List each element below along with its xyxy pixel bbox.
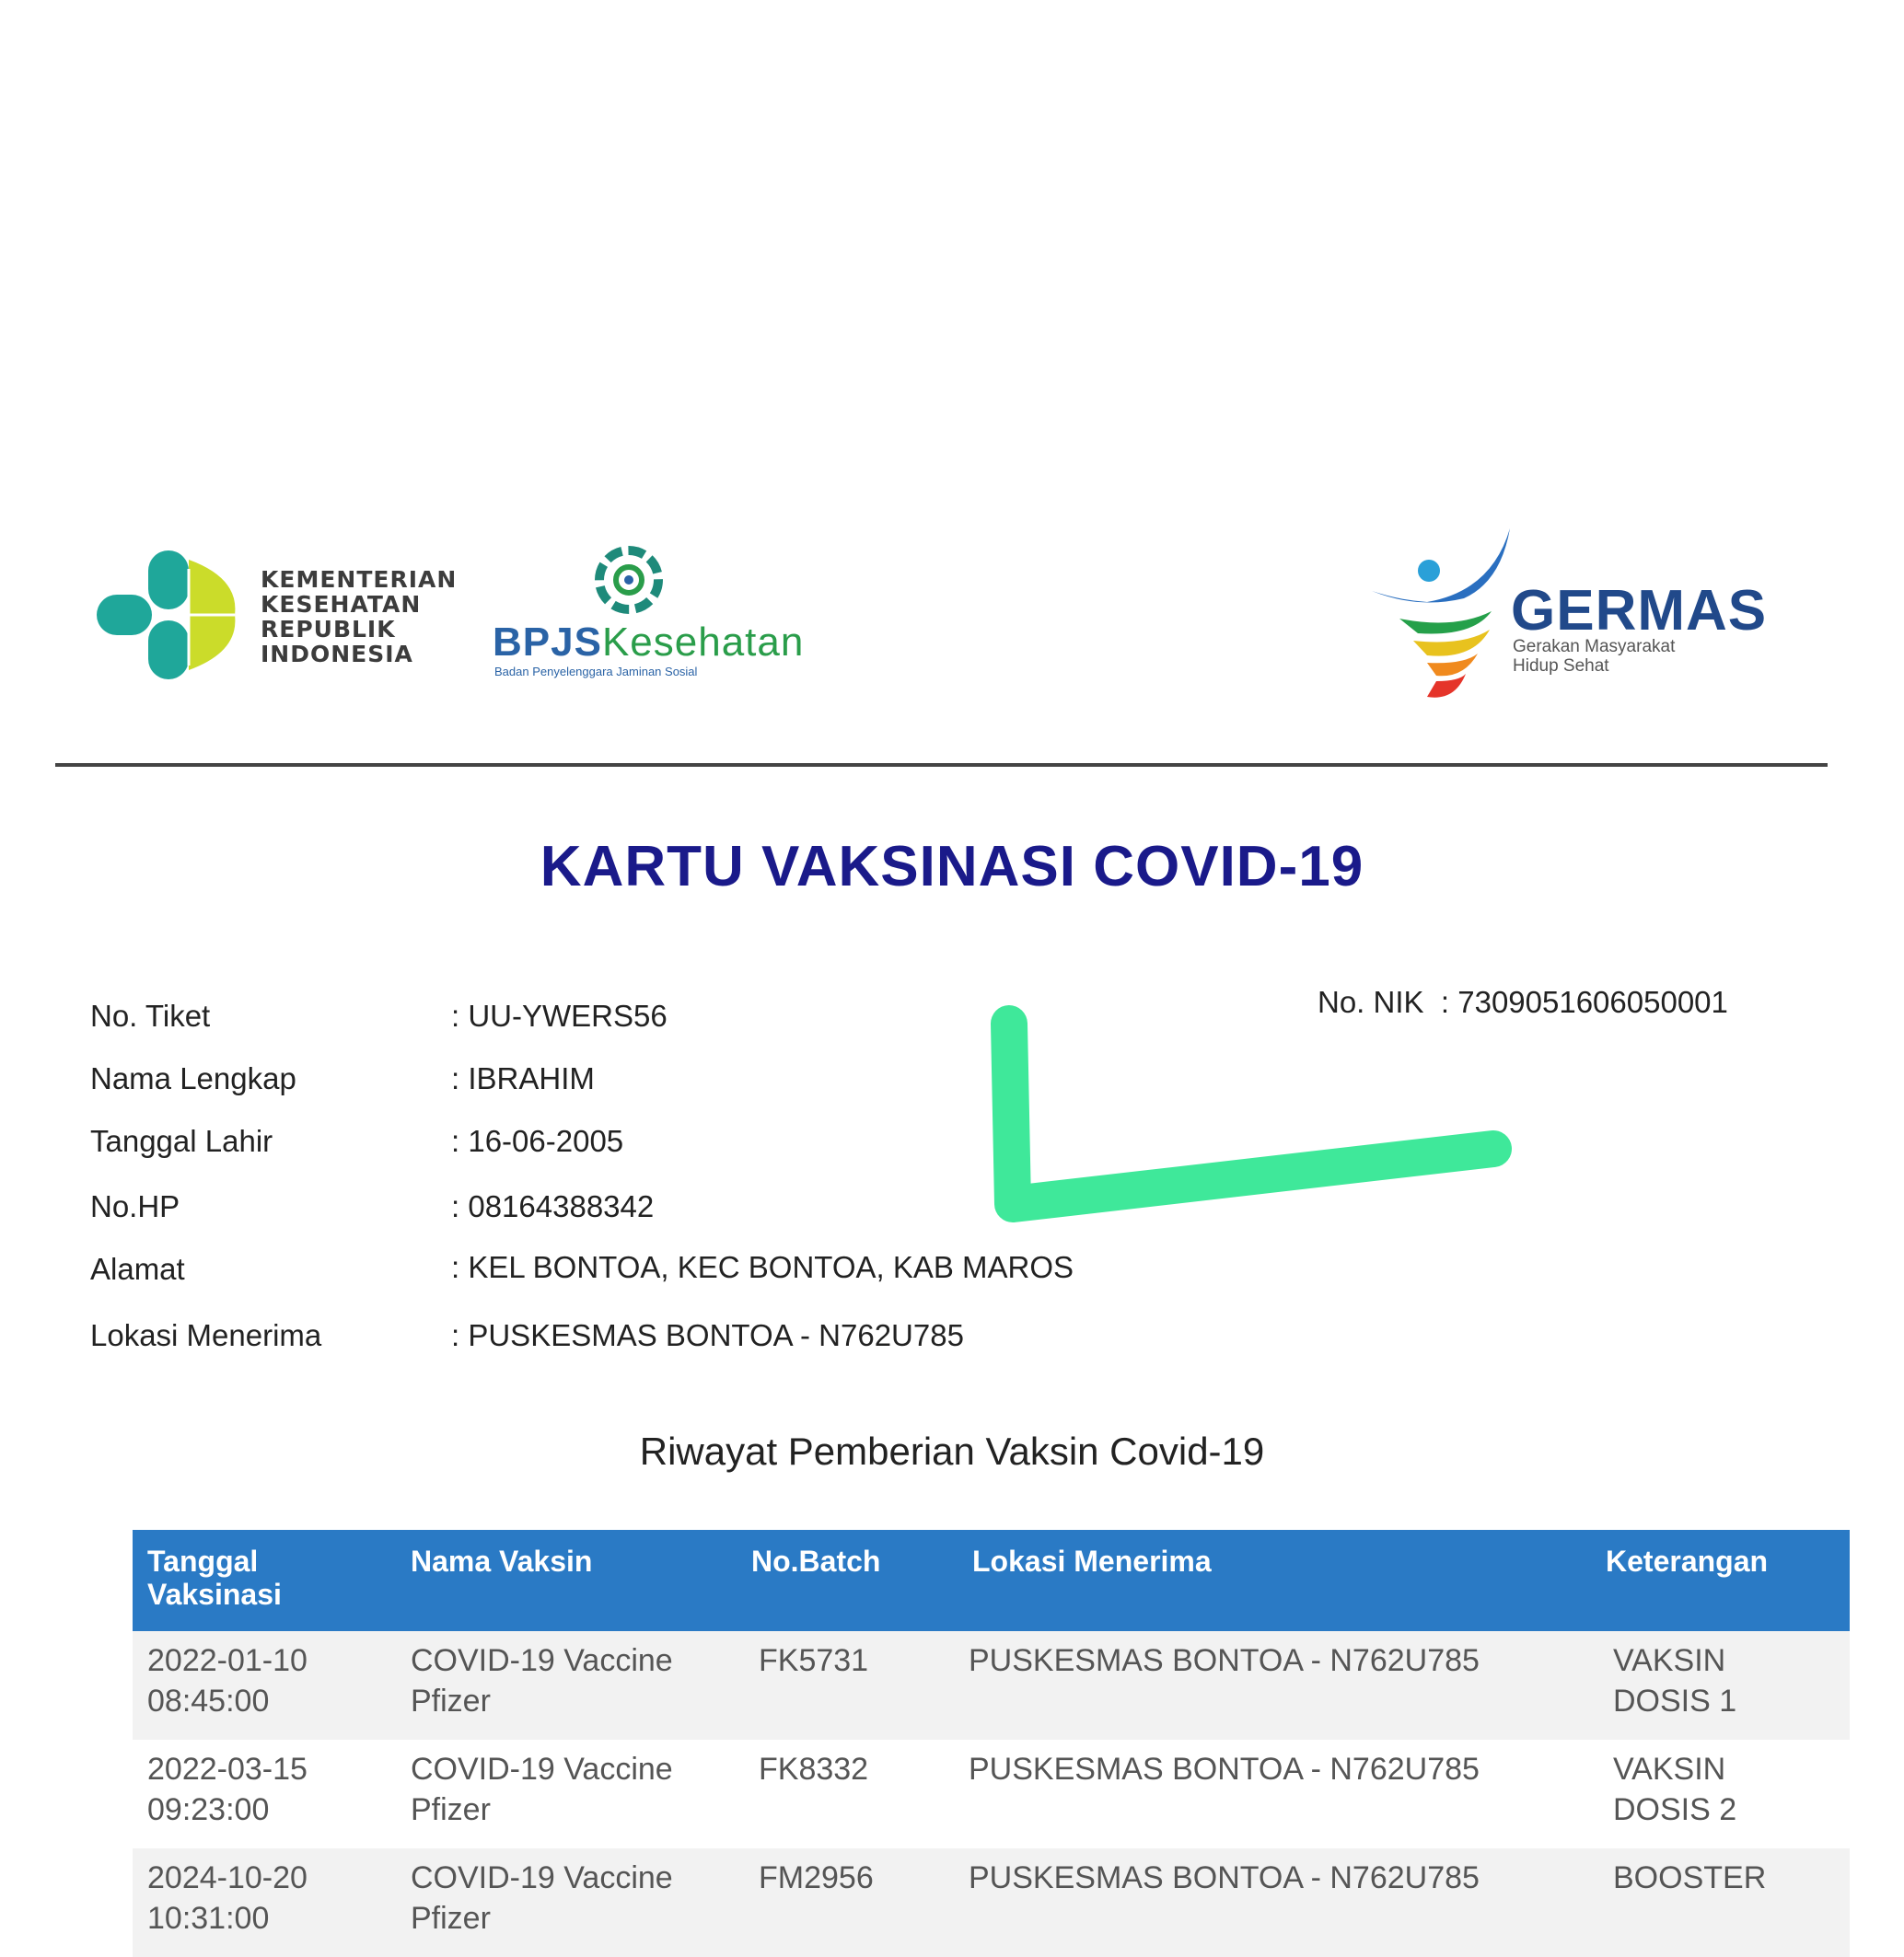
cell-lokasi: PUSKESMAS BONTOA - N762U785: [969, 1643, 1480, 1678]
lokasi-label: Lokasi Menerima: [90, 1318, 322, 1352]
vaccination-table: [133, 1530, 1850, 1957]
no-tiket-label: No. Tiket: [90, 999, 211, 1033]
cell-no-batch: FM2956: [759, 1860, 874, 1895]
hp-label: No.HP: [90, 1189, 180, 1223]
header-lokasi: Lokasi Menerima: [972, 1545, 1212, 1578]
cell-nama-vaksin: COVID-19 Vaccine Pfizer: [411, 1643, 673, 1719]
lokasi-value: : PUSKESMAS BONTOA - N762U785: [451, 1318, 964, 1353]
tgl-lahir-value: : 16-06-2005: [451, 1124, 623, 1159]
cell-tanggal: 2024-10-20 10:31:00: [147, 1860, 308, 1936]
bpjs-brand-a: BPJS: [493, 620, 602, 665]
bpjs-logo-text: [493, 620, 804, 666]
nik-label: No. NIK: [1318, 985, 1424, 1019]
table-row: [133, 1848, 1850, 1957]
hp-value: : 08164388342: [451, 1189, 654, 1224]
cell-lokasi: PUSKESMAS BONTOA - N762U785: [969, 1860, 1480, 1895]
header-tanggal: Tanggal Vaksinasi: [147, 1545, 282, 1611]
bpjs-logo-icon: [588, 542, 669, 618]
page-title: KARTU VAKSINASI COVID-19: [540, 835, 1364, 898]
table-header: [133, 1530, 1850, 1631]
cell-tanggal: 2022-03-15 09:23:00: [147, 1752, 308, 1827]
cell-nama-vaksin: COVID-19 Vaccine Pfizer: [411, 1752, 673, 1827]
header-no-batch: No.Batch: [751, 1545, 881, 1578]
alamat-label: Alamat: [90, 1252, 185, 1286]
nama-value: : IBRAHIM: [451, 1061, 595, 1096]
header-nama-vaksin: Nama Vaksin: [411, 1545, 593, 1578]
table-row: [133, 1631, 1850, 1740]
cell-no-batch: FK5731: [759, 1643, 869, 1678]
no-tiket-value: : UU-YWERS56: [451, 999, 668, 1034]
table-row: [133, 1740, 1850, 1848]
cell-lokasi: PUSKESMAS BONTOA - N762U785: [969, 1752, 1480, 1787]
cell-keterangan: VAKSIN DOSIS 2: [1613, 1752, 1737, 1827]
nama-label: Nama Lengkap: [90, 1061, 296, 1095]
bpjs-brand-b: Kesehatan: [601, 620, 805, 665]
tgl-lahir-label: Tanggal Lahir: [90, 1124, 273, 1158]
germas-logo-text: GERMAS: [1511, 579, 1768, 643]
germas-tagline: Gerakan Masyarakat Hidup Sehat: [1513, 637, 1676, 676]
cell-keterangan: BOOSTER: [1613, 1860, 1767, 1895]
kemenkes-logo-text: KEMENTERIAN KESEHATAN REPUBLIK INDONESIA: [261, 566, 458, 667]
alamat-value: : KEL BONTOA, KEC BONTOA, KAB MAROS: [451, 1250, 1074, 1285]
bpjs-tagline: Badan Penyelenggara Jaminan Sosial: [494, 665, 698, 678]
cell-no-batch: FK8332: [759, 1752, 869, 1787]
checkmark-icon: [985, 1003, 1519, 1243]
header-divider: [55, 763, 1828, 767]
nik-value: : 7309051606050001: [1424, 985, 1728, 1019]
riwayat-subtitle: Riwayat Pemberian Vaksin Covid-19: [639, 1430, 1265, 1473]
cell-nama-vaksin: COVID-19 Vaccine Pfizer: [411, 1860, 673, 1936]
germas-logo-icon: [1363, 527, 1519, 706]
cell-tanggal: 2022-01-10 08:45:00: [147, 1643, 308, 1719]
header-keterangan: Keterangan: [1606, 1545, 1769, 1578]
cell-keterangan: VAKSIN DOSIS 1: [1613, 1643, 1737, 1719]
kemenkes-logo-icon: [97, 550, 239, 679]
